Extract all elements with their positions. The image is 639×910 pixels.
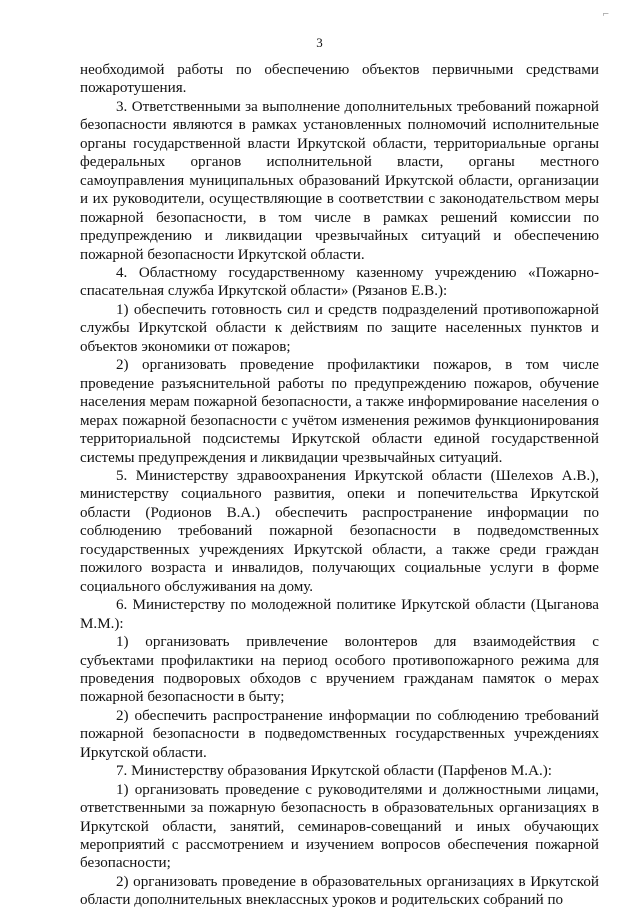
paragraph-continuation: необходимой работы по обеспечению объектов первичными средствами пожаротушения. [80, 62, 599, 97]
paragraph-item-7-1: 1) организовать проведение с руководителями и должностными лицами, ответственными за пожарную безопасность в образовательных организациях в Иркутской области, занятий, семинаров-совещаний и иных обучающих мероприятий с рассмотрением и изучением вопросов обеспечения пожарной безопасности; [80, 781, 599, 872]
page-number: 3 [316, 35, 323, 50]
paragraph-item-6: 6. Министерству по молодежной политике Иркутской области (Цыганова М.М.): [80, 597, 599, 632]
paragraph-item-7: 7. Министерству образования Иркутской области (Парфенов М.А.): [116, 763, 552, 780]
paragraph-item-4: 4. Областному государственному казенному учреждению «Пожарно-спасательная служба Иркутской области» (Рязанов Е.В.): [80, 264, 599, 300]
paragraph-item-6-2: 2) обеспечить распространение информации по соблюдению требований пожарной безопасности в подведомственных государственных учреждениях Иркутской области. [80, 707, 599, 761]
document-body [80, 61, 599, 910]
paragraph-item-3: 3. Ответственными за выполнение дополнительных требований пожарной безопасности являются в рамках установленных полномочий исполнительные органы государственной власти Иркутской области, территориальные органы федеральных органов исполнительной власти, органы местного самоуправления муниципальных образований Иркутской области, организации и их руководители, осуществляющие в соответствии с законодательством меры пожарной безопасности, в том числе в рамках решений комиссии по предупреждению и ликвидации чрезвычайных ситуаций и обеспечению пожарной безопасности Иркутской области. [80, 98, 599, 263]
paragraph-item-4-2: 2) организовать проведение профилактики пожаров, в том числе проведение разъяснительной работы по предупреждению пожаров, обучение населения мерам пожарной безопасности, а также информирование населения о мерах пожарной безопасности с учётом изменения режимов функционирования территориальной подсистемы Иркутской области единой государственной системы предупреждения и ликвидации чрезвычайных ситуаций. [80, 357, 599, 466]
corner-mark: ⌐ [602, 8, 609, 20]
paragraph-item-5: 5. Министерству здравоохранения Иркутской области (Шелехов А.В.), министерству социального развития, опеки и попечительства Иркутской области (Родионов В.А.) обеспечить распространение информации по соблюдению требований пожарной безопасности в подведомственных государственных учреждениях Иркутской области, а также среди граждан пожилого возраста и инвалидов, получающих социальные услуги в форме социального обслуживания на дому. [80, 467, 599, 595]
paragraph-item-6-1: 1) организовать привлечение волонтеров для взаимодействия с субъектами профилактики на период особого противопожарного режима для проведения подворовых обходов с вручением гражданам памяток о мерах пожарной безопасности в быту; [80, 634, 599, 706]
paragraph-item-7-2: 2) организовать проведение в образовательных организациях в Иркутской области дополнительных внеклассных уроков и родительских собраний по [80, 873, 599, 909]
paragraph-item-4-1: 1) обеспечить готовность сил и средств подразделений противопожарной службы Иркутской области к действиям по защите населенных пунктов и объектов экономики от пожаров; [80, 301, 599, 355]
